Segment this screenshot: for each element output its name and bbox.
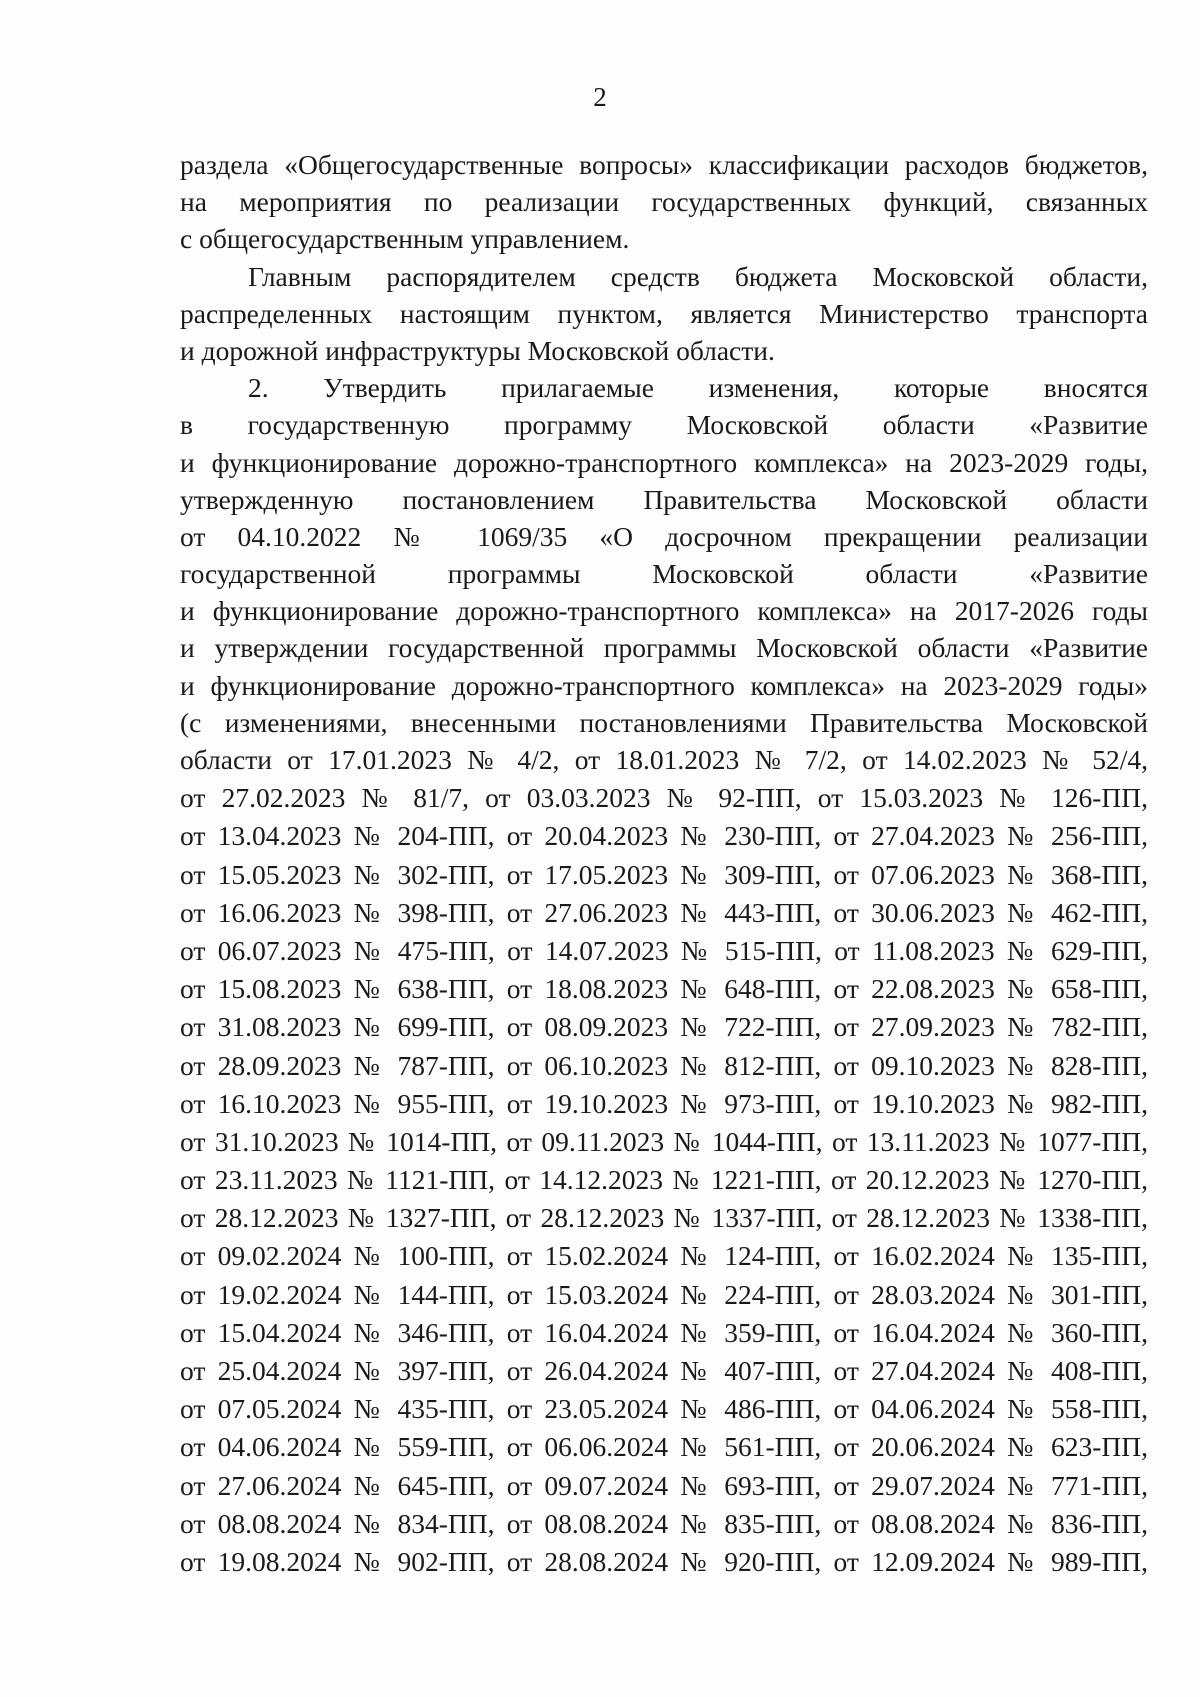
- text-line: от 09.02.2024 № 100-ПП, от 15.02.2024 № 124-ПП, от 16.02.2024 № 135-ПП,: [180, 1240, 1148, 1272]
- text-line: от 31.08.2023 № 699-ПП, от 08.09.2023 № 722-ПП, от 27.09.2023 № 782-ПП,: [180, 1011, 1148, 1043]
- text-line: 2. Утвердить прилагаемые изменения, которые вносятся: [248, 372, 1148, 404]
- text-line: области от 17.01.2023 № 4/2, от 18.01.2023 № 7/2, от 14.02.2023 № 52/4,: [180, 744, 1148, 775]
- text-line: от 16.10.2023 № 955-ПП, от 19.10.2023 № 973-ПП, от 19.10.2023 № 982-ПП,: [180, 1087, 1148, 1119]
- text-line: государственной программы Московской области «Развитие: [180, 558, 1148, 590]
- text-line: от 31.10.2023 № 1014-ПП, от 09.11.2023 № 1044-ПП, от 13.11.2023 № 1077-ПП,: [180, 1125, 1148, 1157]
- text-line: Главным распорядителем средств бюджета Московской области,: [248, 260, 1148, 292]
- text-line: и функционирование дорожно-транспортного комплекса» на 2017-2026 годы: [180, 595, 1148, 627]
- text-line: в государственную программу Московской области «Развитие: [180, 409, 1148, 441]
- text-line: от 16.06.2023 № 398-ПП, от 27.06.2023 № 443-ПП, от 30.06.2023 № 462-ПП,: [180, 896, 1148, 928]
- text-line: и дорожной инфраструктуры Московской области.: [180, 334, 775, 366]
- text-line: раздела «Общегосударственные вопросы» классификации расходов бюджетов,: [180, 149, 1148, 180]
- text-line: от 15.05.2023 № 302-ПП, от 17.05.2023 № 309-ПП, от 07.06.2023 № 368-ПП,: [180, 858, 1148, 890]
- document-body: [180, 146, 1148, 1581]
- text-line: от 28.12.2023 № 1327-ПП, от 28.12.2023 № 1337-ПП, от 28.12.2023 № 1338-ПП,: [180, 1202, 1148, 1234]
- text-line: от 25.04.2024 № 397-ПП, от 26.04.2024 № 407-ПП, от 27.04.2024 № 408-ПП,: [180, 1355, 1148, 1386]
- text-line: на мероприятия по реализации государственных функций, связанных: [180, 186, 1148, 218]
- text-line: утвержденную постановлением Правительства Московской области: [180, 483, 1148, 515]
- text-line: от 04.06.2024 № 559-ПП, от 06.06.2024 № 561-ПП, от 20.06.2024 № 623-ПП,: [180, 1431, 1148, 1463]
- text-line: от 08.08.2024 № 834-ПП, от 08.08.2024 № 835-ПП, от 08.08.2024 № 836-ПП,: [180, 1507, 1148, 1539]
- text-line: от 28.09.2023 № 787-ПП, от 06.10.2023 № 812-ПП, от 09.10.2023 № 828-ПП,: [180, 1049, 1148, 1081]
- text-line: с общегосударственным управлением.: [180, 223, 630, 255]
- text-line: от 27.06.2024 № 645-ПП, от 09.07.2024 № 693-ПП, от 29.07.2024 № 771-ПП,: [180, 1469, 1148, 1501]
- text-line: и функционирование дорожно-транспортного комплекса» на 2023-2029 годы»: [180, 669, 1148, 701]
- text-line: от 06.07.2023 № 475-ПП, от 14.07.2023 № 515-ПП, от 11.08.2023 № 629-ПП,: [180, 934, 1148, 966]
- text-line: от 23.11.2023 № 1121-ПП, от 14.12.2023 № 1221-ПП, от 20.12.2023 № 1270-ПП,: [180, 1164, 1148, 1196]
- text-line: от 15.04.2024 № 346-ПП, от 16.04.2024 № 359-ПП, от 16.04.2024 № 360-ПП,: [180, 1316, 1148, 1348]
- text-line: от 19.02.2024 № 144-ПП, от 15.03.2024 № 224-ПП, от 28.03.2024 № 301-ПП,: [180, 1278, 1148, 1310]
- text-line: и функционирование дорожно-транспортного комплекса» на 2023-2029 годы,: [180, 446, 1148, 478]
- text-line: от 13.04.2023 № 204-ПП, от 20.04.2023 № 230-ПП, от 27.04.2023 № 256-ПП,: [180, 820, 1148, 852]
- text-line: от 19.08.2024 № 902-ПП, от 28.08.2024 № 920-ПП, от 12.09.2024 № 989-ПП,: [180, 1545, 1148, 1577]
- text-line: от 07.05.2024 № 435-ПП, от 23.05.2024 № 486-ПП, от 04.06.2024 № 558-ПП,: [180, 1393, 1148, 1425]
- text-line: (с изменениями, внесенными постановлениями Правительства Московской: [180, 706, 1148, 738]
- text-line: от 27.02.2023 № 81/7, от 03.03.2023 № 92-ПП, от 15.03.2023 № 126-ПП,: [180, 782, 1148, 814]
- text-line: от 04.10.2022 № 1069/35 «О досрочном прекращении реализации: [180, 520, 1148, 552]
- text-line: распределенных настоящим пунктом, является Министерство транспорта: [180, 297, 1148, 329]
- text-line: от 15.08.2023 № 638-ПП, от 18.08.2023 № 648-ПП, от 22.08.2023 № 658-ПП,: [180, 973, 1148, 1005]
- text-line: и утверждении государственной программы Московской области «Развитие: [180, 632, 1148, 664]
- page-number: 2: [593, 82, 607, 112]
